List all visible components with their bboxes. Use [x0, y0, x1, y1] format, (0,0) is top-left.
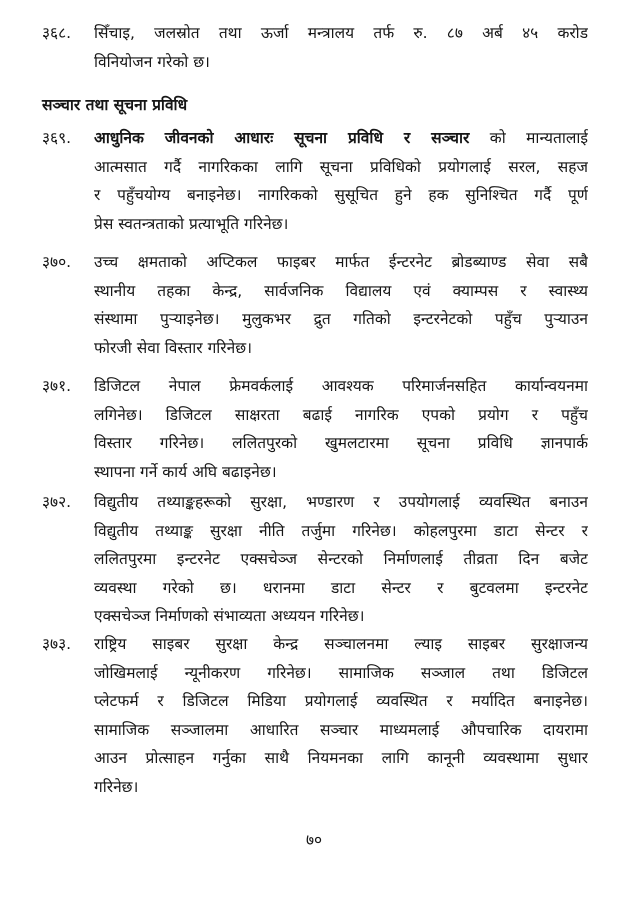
paragraph-line: प्रेस स्वतन्त्रताको प्रत्याभूति गरिनेछ।: [94, 214, 289, 233]
section-heading: सञ्चार तथा सूचना प्रविधि: [42, 96, 188, 114]
paragraph-line: आत्मसात गर्दै नागरिकका लागि सूचना प्रविधिको प्रयोगलाई सरल, सहज: [94, 157, 588, 176]
paragraph-number: ३६८.: [42, 24, 72, 42]
paragraph-373: [42, 630, 588, 802]
paragraph-line: सिँचाइ, जलस्रोत तथा ऊर्जा मन्त्रालय तर्फ रु. ८७ अर्ब ४५ करोड: [94, 24, 588, 42]
paragraph-line: विद्युतीय तथ्याङ्क सुरक्षा नीति तर्जुमा गरिनेछ। कोहलपुरमा डाटा सेन्टर र: [94, 521, 588, 540]
paragraph-line: गरिनेछ।: [94, 777, 139, 796]
paragraph-370: [42, 248, 588, 362]
lead-line-rest: को मान्यतालाई: [469, 129, 588, 147]
paragraph-371: [42, 372, 588, 486]
paragraph-line: लगिनेछ। डिजिटल साक्षरता बढाई नागरिक एपको प्रयोग र पहुँच: [94, 405, 588, 424]
paragraph-line: [94, 124, 588, 153]
paragraph-line: विस्तार गरिनेछ। ललितपुरको खुमलटारमा सूचना प्रविधि ज्ञानपार्क: [94, 434, 588, 453]
paragraph-line: प्लेटफर्म र डिजिटल मिडिया प्रयोगलाई व्यवस्थित र मर्यादित बनाइनेछ।: [94, 692, 588, 711]
paragraph-369: [42, 124, 588, 238]
paragraph-line: सामाजिक सञ्जालमा आधारित सञ्चार माध्यमलाई औपचारिक दायरामा: [94, 720, 588, 739]
paragraph-line: विनियोजन गरेको छ।: [94, 52, 210, 71]
page-number: ७०: [305, 831, 323, 849]
paragraph-368: [42, 19, 588, 76]
paragraph-line: फोरजी सेवा विस्तार गरिनेछ।: [94, 338, 252, 357]
paragraph-line: डिजिटल नेपाल फ्रेमवर्कलाई आवश्यक परिमार्जनसहित कार्यान्वयनमा: [94, 377, 588, 395]
paragraph-number: ३६९.: [42, 129, 72, 147]
bold-lead-text: आधुनिक जीवनको आधारः सूचना प्रविधि र सञ्चार: [94, 129, 470, 147]
paragraph-number: ३७३.: [42, 635, 72, 653]
paragraph-line: जोखिमलाई न्यूनीकरण गरिनेछ। सामाजिक सञ्जाल तथा डिजिटल: [94, 663, 588, 682]
paragraph-number: ३७२.: [42, 493, 72, 511]
paragraph-number: ३७०.: [42, 253, 72, 271]
paragraph-line: राष्ट्रिय साइबर सुरक्षा केन्द्र सञ्चालनमा ल्याइ साइबर सुरक्षाजन्य: [94, 635, 588, 653]
paragraph-line: आउन प्रोत्साहन गर्नुका साथै नियमनका लागि कानूनी व्यवस्थामा सुधार: [94, 749, 588, 768]
paragraph-372: [42, 488, 588, 631]
paragraph-line: संस्थामा पुर्‍याइनेछ। मुलुकभर द्रुत गतिको इन्टरनेटको पहुँच पुर्‍याउन: [94, 310, 588, 329]
paragraph-line: व्यवस्था गरेको छ। धरानमा डाटा सेन्टर र बुटवलमा इन्टरनेट: [94, 578, 588, 597]
paragraph-line: र पहुँचयोग्य बनाइनेछ। नागरिकको सुसूचित हुने हक सुनिश्चित गर्दै पूर्ण: [94, 186, 588, 205]
paragraph-line: स्थानीय तहका केन्द्र, सार्वजनिक विद्यालय एवं क्याम्पस र स्वास्थ्य: [94, 281, 588, 300]
paragraph-line: एक्सचेञ्ज निर्माणको संभाव्यता अध्ययन गरिनेछ।: [94, 607, 365, 626]
paragraph-line: स्थापना गर्ने कार्य अघि बढाइनेछ।: [94, 462, 277, 481]
paragraph-line: उच्च क्षमताको अप्टिकल फाइबर मार्फत ईन्टरनेट ब्रोडब्याण्ड सेवा सबै: [94, 253, 588, 271]
paragraph-line: ललितपुरमा इन्टरनेट एक्सचेञ्ज सेन्टरको निर्माणलाई तीव्रता दिन बजेट: [94, 550, 588, 569]
paragraph-number: ३७१.: [42, 377, 72, 395]
paragraph-line: विद्युतीय तथ्याङ्कहरूको सुरक्षा, भण्डारण र उपयोगलाई व्यवस्थित बनाउन: [94, 493, 588, 511]
